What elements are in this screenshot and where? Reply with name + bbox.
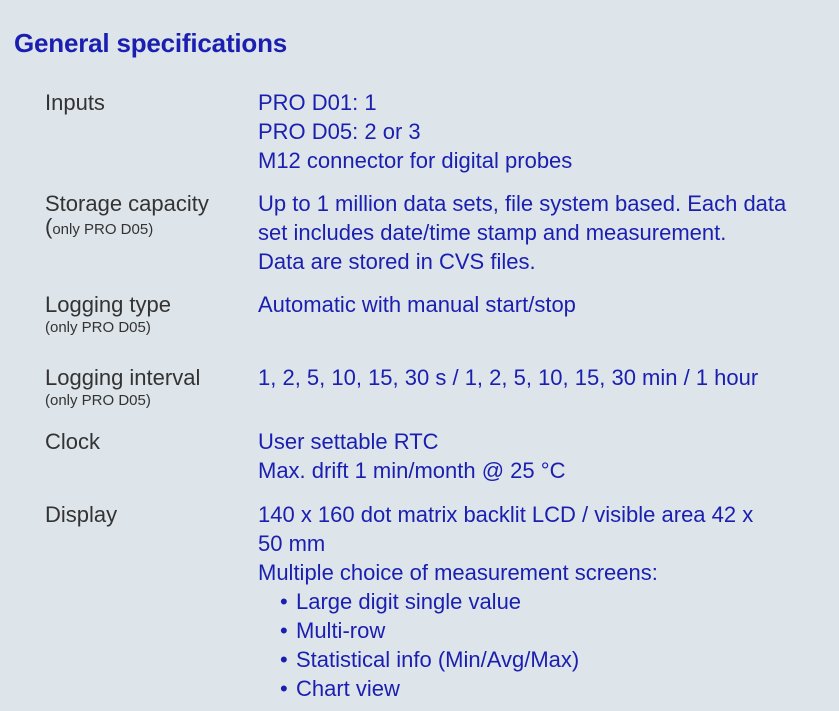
bullet-icon: • (280, 618, 288, 643)
list-item-text: Statistical info (Min/Avg/Max) (296, 647, 580, 672)
spec-value-line: 1, 2, 5, 10, 15, 30 s / 1, 2, 5, 10, 15, 30 min / 1 hour (258, 365, 759, 390)
spec-label: Inputs (45, 90, 105, 115)
spec-value-line: M12 connector for digital probes (258, 148, 573, 173)
spec-value-line: Max. drift 1 min/month @ 25 °C (258, 458, 566, 483)
spec-value-cell (258, 88, 825, 175)
spec-row-storage-capacity (45, 189, 825, 290)
list-item-text: Multi-row (296, 618, 386, 643)
spec-value-line: Up to 1 million data sets, file system based. Each data (258, 191, 787, 216)
spec-value-line: 50 mm (258, 531, 326, 556)
spec-row-inputs (45, 88, 825, 189)
spec-value-line: set includes date/time stamp and measurement. (258, 220, 727, 245)
spec-value-cell (258, 189, 825, 276)
spec-note-paren: ( (45, 214, 53, 239)
list-item (280, 587, 825, 616)
spec-label: Logging type (45, 292, 171, 317)
bullet-icon: • (280, 676, 288, 701)
spec-label: Storage capacity (45, 191, 209, 216)
spec-row-display (45, 500, 825, 703)
spec-label-cell (45, 88, 258, 117)
spec-label-cell (45, 427, 258, 456)
spec-label: Logging interval (45, 365, 201, 390)
spec-value-cell (258, 500, 825, 703)
spec-row-logging-interval (45, 363, 825, 427)
spec-value-cell (258, 363, 825, 392)
spec-note-text: only PRO D05) (52, 221, 154, 238)
list-item (280, 616, 825, 645)
spec-value-line: PRO D05: 2 or 3 (258, 119, 421, 144)
spec-note: (only PRO D05) (45, 319, 151, 336)
bullet-icon: • (280, 589, 288, 614)
section-title: General specifications (14, 28, 288, 58)
spec-value-line: PRO D01: 1 (258, 90, 377, 115)
spec-value-cell (258, 290, 825, 319)
bullet-icon: • (280, 647, 288, 672)
list-item (280, 674, 825, 703)
spec-label-cell (45, 189, 258, 239)
list-item-text: Chart view (296, 676, 400, 701)
spec-note: (only PRO D05) (45, 392, 151, 409)
spec-row-clock (45, 427, 825, 500)
spec-label-cell (45, 290, 258, 337)
spec-value-line: Data are stored in CVS files. (258, 249, 536, 274)
list-item-text: Large digit single value (296, 589, 522, 614)
spec-row-logging-type (45, 290, 825, 363)
spec-label-cell (45, 363, 258, 410)
spec-note (45, 214, 258, 239)
spec-value-line: User settable RTC (258, 429, 439, 454)
spec-label: Clock (45, 429, 101, 454)
spec-value-line: Multiple choice of measurement screens: (258, 560, 658, 585)
spec-value-line: 140 x 160 dot matrix backlit LCD / visible area 42 x (258, 502, 754, 527)
display-screens-list (258, 587, 825, 703)
spec-value-line: Automatic with manual start/stop (258, 292, 576, 317)
spec-label: Display (45, 502, 118, 527)
spec-value-cell (258, 427, 825, 485)
spec-label-cell (45, 500, 258, 529)
spec-table (45, 88, 825, 703)
list-item (280, 645, 825, 674)
